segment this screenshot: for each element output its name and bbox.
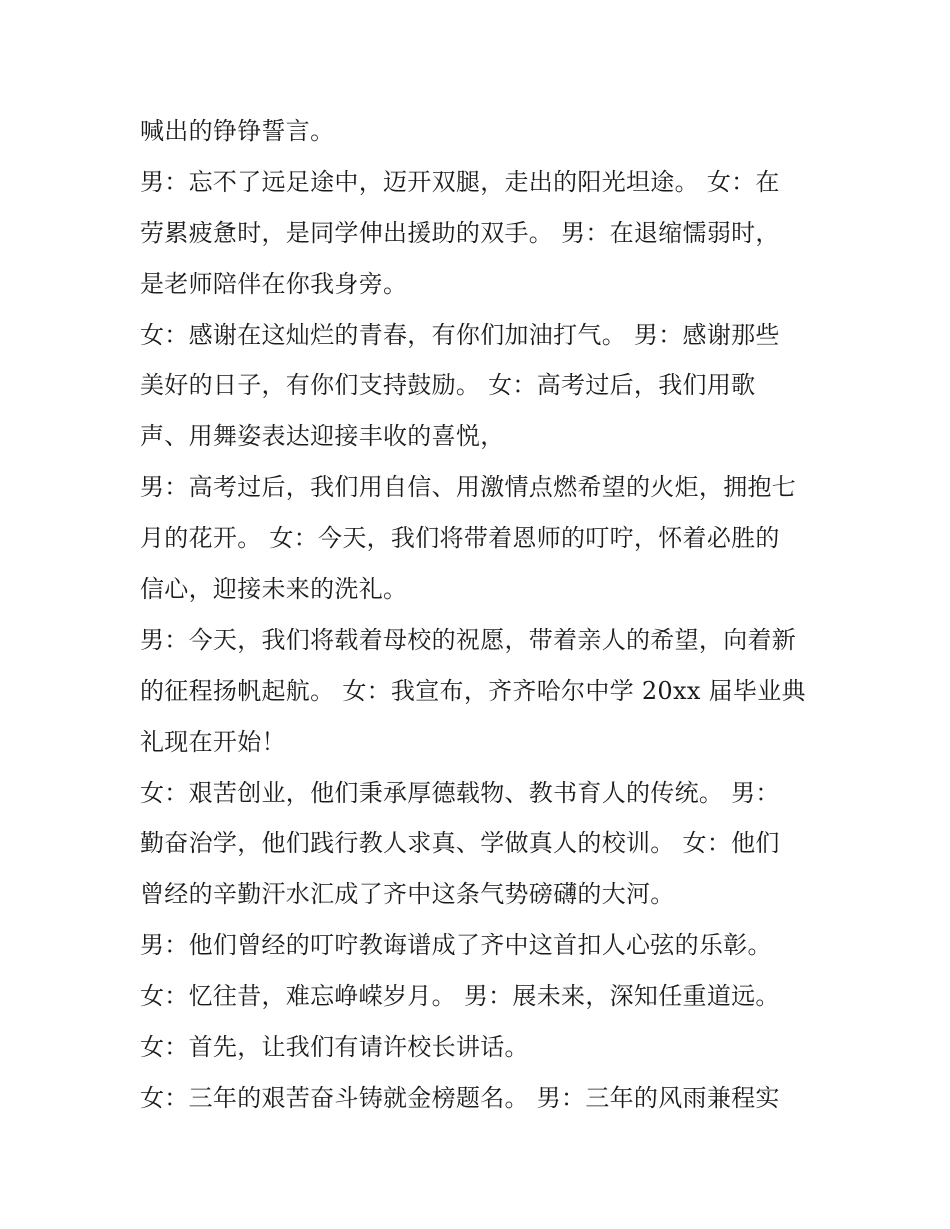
text-line: 月的花开。 女：今天，我们将带着恩师的叮咛，怀着必胜的 <box>140 524 780 553</box>
text-line: 男：高考过后，我们用自信、用激情点燃希望的火炬，拥抱七 <box>140 473 797 502</box>
text-line: 礼现在开始！ <box>140 727 286 756</box>
text-line: 信心，迎接未来的洗礼。 <box>140 575 408 604</box>
text-line: 男：今天，我们将载着母校的祝愿，带着亲人的希望，向着新 <box>140 625 797 654</box>
text-line: 男：他们曾经的叮咛教诲谱成了齐中这首扣人心弦的乐彰。 <box>140 931 772 960</box>
text-line: 女：三年的艰苦奋斗铸就金榜题名。 男：三年的风雨兼程实 <box>140 1083 780 1112</box>
text-line: 女：艰苦创业，他们秉承厚德载物、教书育人的传统。 男： <box>140 778 780 807</box>
text-line: 的征程扬帆起航。 女：我宣布，齐齐哈尔中学 20xx 届毕业典 <box>140 676 806 705</box>
text-line: 声、用舞姿表达迎接丰收的喜悦， <box>140 422 505 451</box>
text-line: 女：忆往昔，难忘峥嵘岁月。 男：展未来，深知任重道远。 <box>140 982 780 1011</box>
text-line: 劳累疲惫时，是同学伸出援助的双手。 男：在退缩懦弱时， <box>140 218 780 247</box>
text-line: 勤奋治学，他们践行教人求真、学做真人的校训。 女：他们 <box>140 829 780 858</box>
text-line: 是老师陪伴在你我身旁。 <box>140 269 408 298</box>
text-line: 女：首先，让我们有请许校长讲话。 <box>140 1033 529 1062</box>
text-line: 曾经的辛勤汗水汇成了齐中这条气势磅礴的大河。 <box>140 880 675 909</box>
text-line: 喊出的铮铮誓言。 <box>140 117 335 145</box>
text-line: 女：感谢在这灿烂的青春，有你们加油打气。 男：感谢那些 <box>140 320 780 349</box>
text-line: 美好的日子，有你们支持鼓励。 女：高考过后，我们用歌 <box>140 371 756 400</box>
text-line: 男：忘不了远足途中，迈开双腿，走出的阳光坦途。 女：在 <box>140 167 780 196</box>
document-body <box>140 106 830 1124</box>
